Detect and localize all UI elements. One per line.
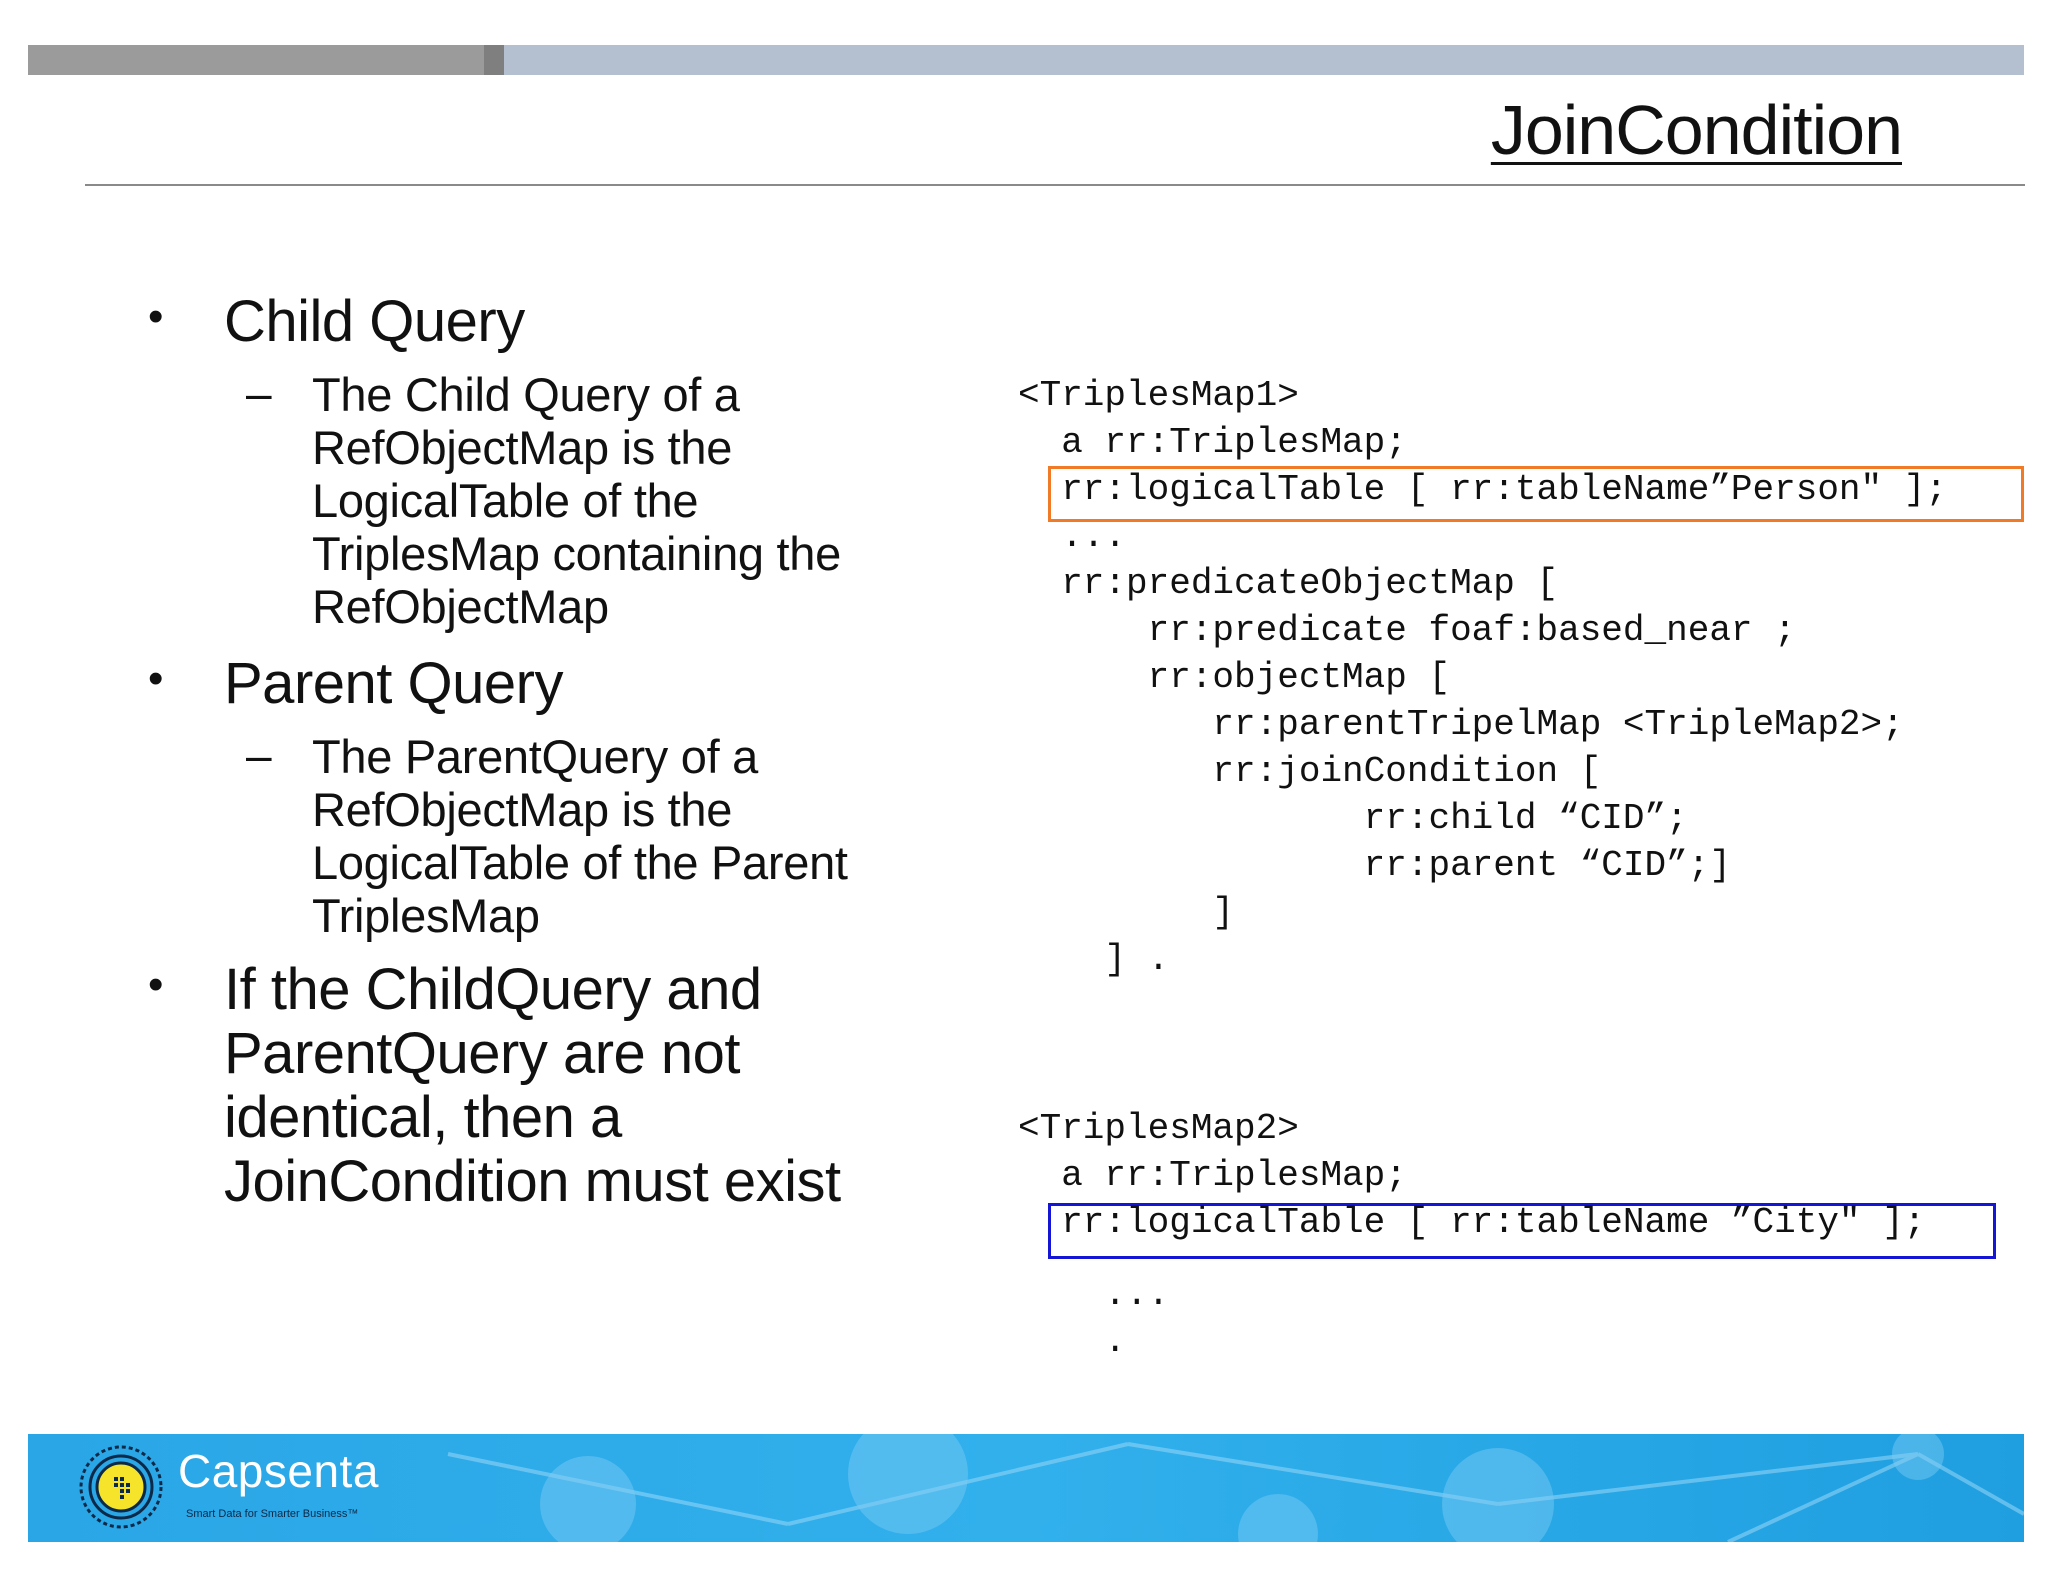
code-line: <TriplesMap2> [1018,1108,1299,1149]
capsenta-logo-icon [78,1444,164,1530]
text-line: TriplesMap [312,889,540,942]
text-line: LogicalTable of the [312,474,699,527]
title-divider [85,184,2025,186]
bullet-marker: • [148,292,164,341]
text-line: RefObjectMap [312,580,609,633]
code-line: ] . [1018,939,1170,980]
code-line: rr:predicateObjectMap [ [1018,563,1559,604]
bullet-marker: • [148,654,164,703]
text-line: The ParentQuery of a [312,730,758,783]
footer-banner [28,1434,2024,1542]
sub-bullet-dash: – [246,729,272,781]
code-line: rr:logicalTable [ rr:tableName ”City" ]; [1018,1202,1926,1243]
text-line: LogicalTable of the Parent [312,836,848,889]
code-block-triplesmap1 [1018,372,1947,983]
top-bar-segment-dark [28,45,484,75]
code-block-triplesmap2 [1018,1105,1925,1365]
sub-bullet-dash: – [246,367,272,419]
text-line: ParentQuery are not [224,1021,741,1086]
code-line: ... [1018,1274,1170,1315]
code-line: rr:logicalTable [ rr:tableName”Person" ]; [1018,469,1947,510]
code-line [1018,1246,1925,1271]
bullet-child-query: Child Query [224,289,525,354]
bullet-join-condition-rule [224,958,841,1214]
code-line: rr:joinCondition [ [1018,751,1602,792]
text-line: TriplesMap containing the [312,527,841,580]
text-line: identical, then a [224,1085,622,1150]
text-line: RefObjectMap is the [312,783,733,836]
text-line: RefObjectMap is the [312,421,733,474]
top-bar-segment-mid [484,45,504,75]
text-line: If the ChildQuery and [224,957,762,1022]
code-line: rr:objectMap [ [1018,657,1451,698]
code-line: rr:predicate foaf:based_near ; [1018,610,1796,651]
code-line: a rr:TriplesMap; [1018,1155,1407,1196]
bullet-parent-query: Parent Query [224,651,563,716]
code-line: <TriplesMap1> [1018,375,1299,416]
slide-title: JoinCondition [1490,91,1902,169]
brand-tagline: Smart Data for Smarter Business™ [186,1508,359,1520]
code-line: ] [1018,892,1235,933]
bullet-marker: • [148,960,164,1009]
code-line: rr:parentTripelMap <TripleMap2>; [1018,704,1904,745]
parent-query-description [312,730,848,942]
brand-name: Capsenta [178,1445,379,1497]
top-bar-segment-light [504,45,2024,75]
code-line: rr:child “CID”; [1018,798,1688,839]
text-line: The Child Query of a [312,368,740,421]
code-line: ... [1018,516,1127,557]
code-line: a rr:TriplesMap; [1018,422,1407,463]
text-line: JoinCondition must exist [224,1149,841,1214]
child-query-description [312,368,841,633]
code-line: rr:parent “CID”;] [1018,845,1731,886]
code-line: . [1018,1321,1127,1362]
